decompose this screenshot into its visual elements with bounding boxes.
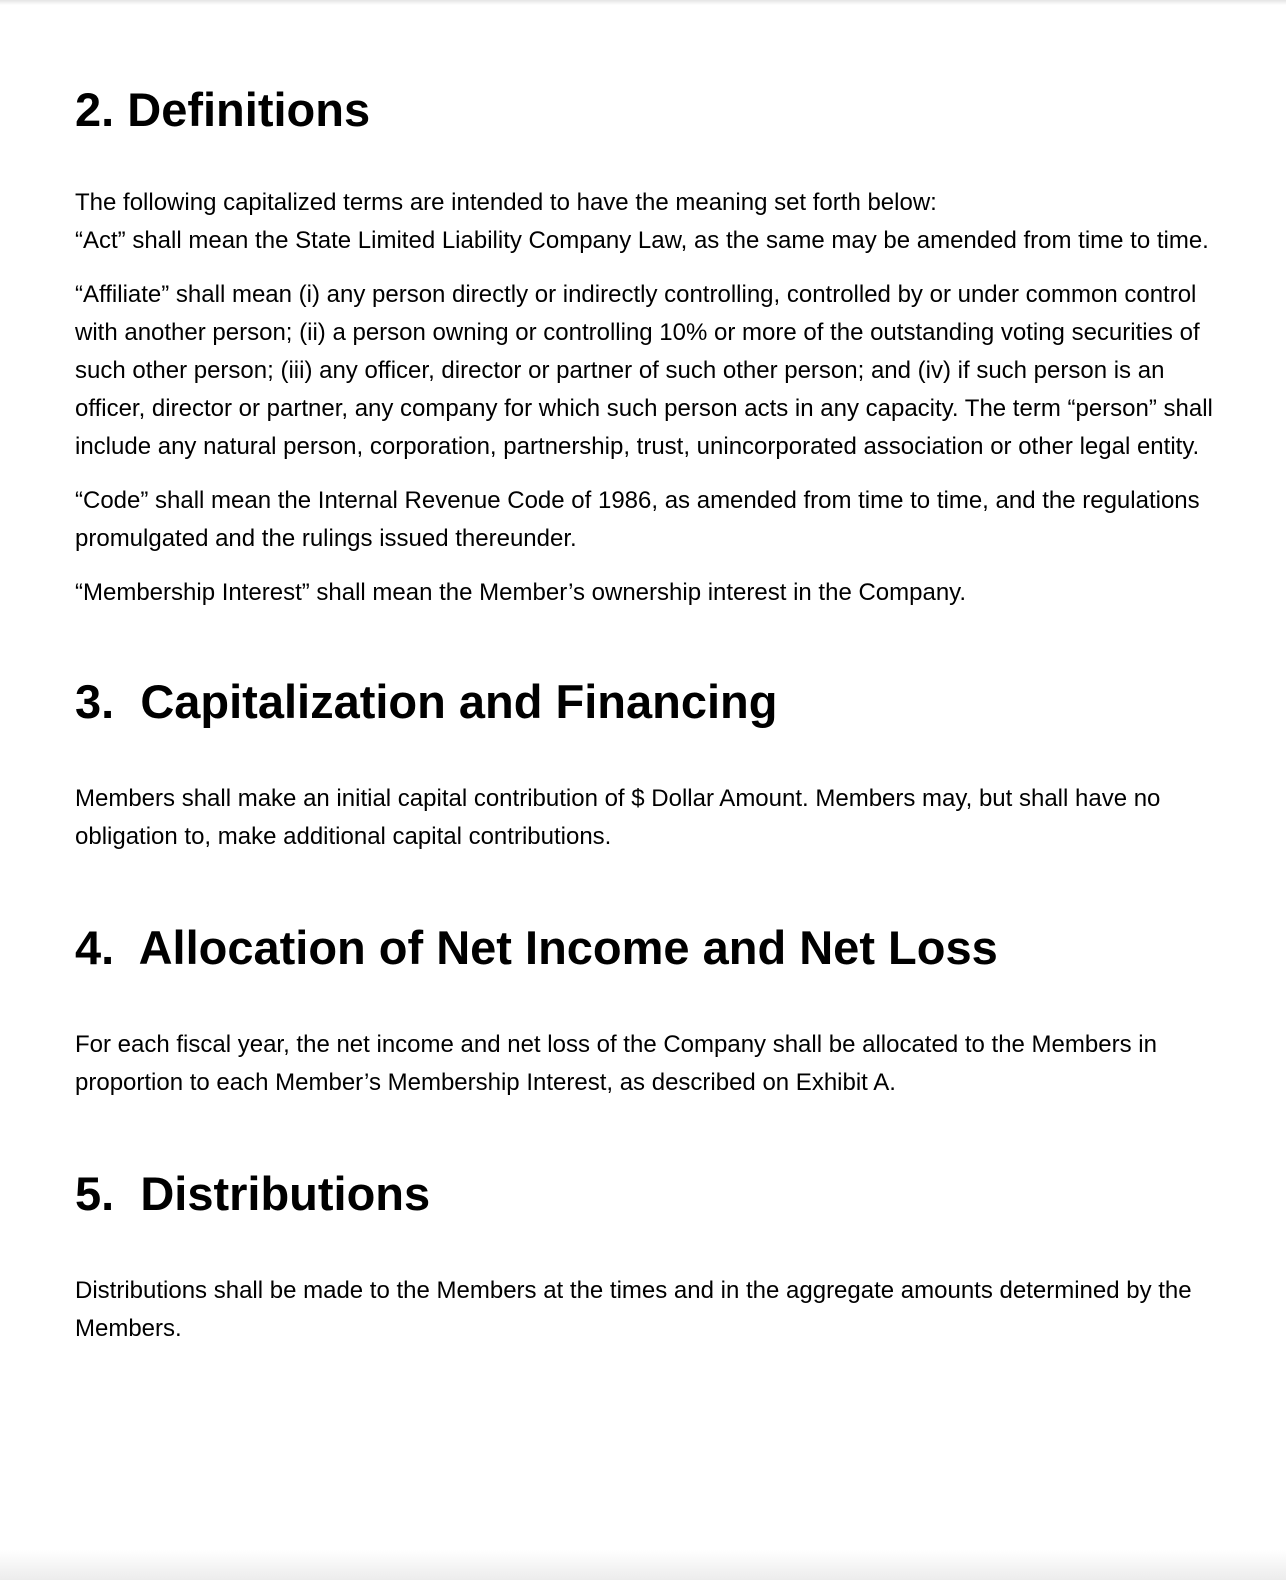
section-capitalization <box>75 672 1215 856</box>
section-heading: 3. Capitalization and Financing <box>75 675 778 728</box>
definition-affiliate: “Affiliate” shall mean (i) any person directly or indirectly controlling, controlled by or under common control with another person; (ii) a person owning or controlling 10% or more of the outstanding voting securities of such other person; (iii) any officer, director or partner of such other person; and (iv) if such person is an officer, director or partner, any company for which such person acts in any capacity. The term “person” shall include any natural person, corporation, partnership, trust, unincorporated association or other legal entity. <box>75 281 1213 460</box>
section-distributions <box>75 1164 1215 1348</box>
section-heading: 5. Distributions <box>75 1167 431 1220</box>
definition-membership-interest: “Membership Interest” shall mean the Member’s ownership interest in the Company. <box>75 579 967 606</box>
document-page <box>75 80 1215 1348</box>
paragraph: For each fiscal year, the net income and net loss of the Company shall be allocated to the Members in proportion to each Member’s Membership Interest, as described on Exhibit A. <box>75 1031 1157 1096</box>
section-heading: 2. Definitions <box>75 83 371 136</box>
top-edge-shadow <box>0 0 1286 5</box>
paragraph: Members shall make an initial capital contribution of $ Dollar Amount. Members may, but shall have no obligation to, make additional capital contributions. <box>75 785 1161 850</box>
section-allocation <box>75 918 1215 1102</box>
paragraph: Distributions shall be made to the Members at the times and in the aggregate amounts determined by the Members. <box>75 1277 1192 1342</box>
definition-act: “Act” shall mean the State Limited Liability Company Law, as the same may be amended from time to time. <box>75 227 1209 254</box>
paragraph-intro: The following capitalized terms are intended to have the meaning set forth below: <box>75 189 937 216</box>
section-heading: 4. Allocation of Net Income and Net Loss <box>75 921 998 974</box>
section-definitions <box>75 80 1215 612</box>
bottom-edge-shadow <box>0 1550 1286 1580</box>
definition-code: “Code” shall mean the Internal Revenue Code of 1986, as amended from time to time, and the regulations promulgated and the rulings issued thereunder. <box>75 487 1200 552</box>
